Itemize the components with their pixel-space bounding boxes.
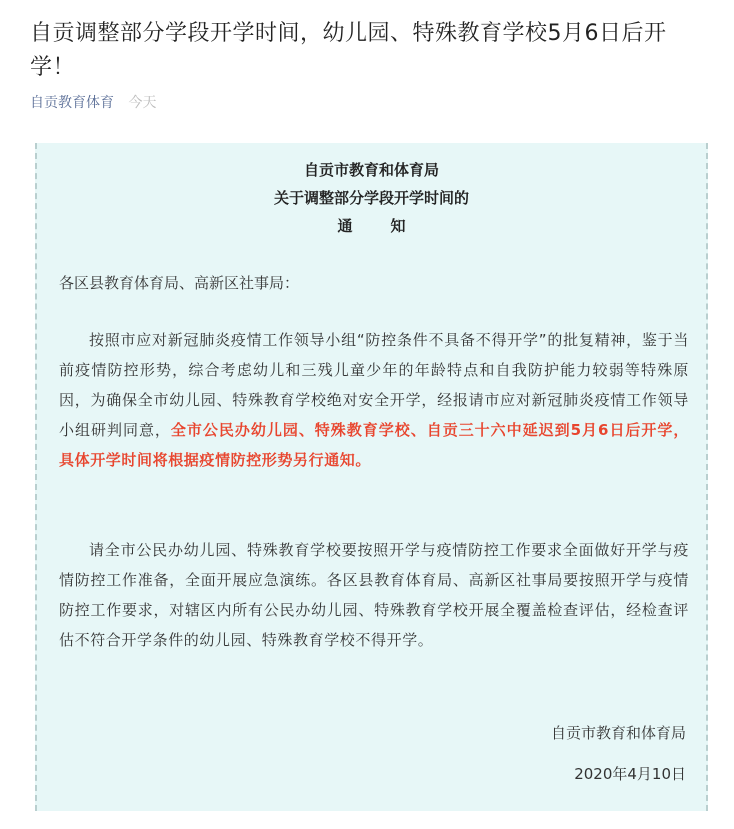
- publish-time: 今天: [128, 95, 157, 111]
- paragraph-1-text: 按照市应对新冠肺炎疫情工作领导小组“防控条件不具备不得开学”的批复精神，鉴于当前疫情防控形势，综合考虑幼儿和三残儿童少年的年龄特点和自我防护能力较弱等特殊原因，为确保全市幼儿园、特殊教育学校绝对安全开学，经报请市应对新冠肺炎疫情工作领导小组研判同意，: [59, 331, 689, 439]
- notice-subject: 关于调整部分学段开学时间的: [273, 189, 469, 207]
- signature-org: 自贡市教育和体育局: [550, 724, 686, 742]
- notice-heading: [37, 156, 706, 240]
- article-meta: [30, 93, 156, 113]
- notice-paragraph-2: 请全市公民办幼儿园、特殊教育学校要按照开学与疫情防控工作要求全面做好开学与疫情防控工作准备，全面开展应急演练。各区县教育体育局、高新区社事局要按照开学与疫情防控工作要求，对辖区内所有公民办幼儿园、特殊教育学校开展全覆盖检查评估，经检查评估不符合开学条件的幼儿园、特殊教育学校不得开学。: [59, 541, 689, 649]
- notice-doc-type: 通知: [337, 217, 444, 235]
- notice-issuer: 自贡市教育和体育局: [303, 161, 439, 179]
- article-title: 自贡调整部分学段开学时间，幼儿园、特殊教育学校5月6日后开学！: [30, 21, 667, 80]
- paragraph-1-highlight: 全市公民办幼儿园、特殊教育学校、自贡三十六中延迟到5月6日后开学，具体开学时间将根据疫情防控形势另行通知。: [59, 421, 689, 469]
- notice-salutation: 各区县教育体育局、高新区社事局：: [59, 274, 300, 292]
- notice-paragraph-1: [59, 325, 689, 475]
- author-link[interactable]: 自贡教育体育: [30, 95, 114, 111]
- notice-box: [35, 143, 708, 811]
- signature-date: 2020年4月10日: [574, 765, 686, 783]
